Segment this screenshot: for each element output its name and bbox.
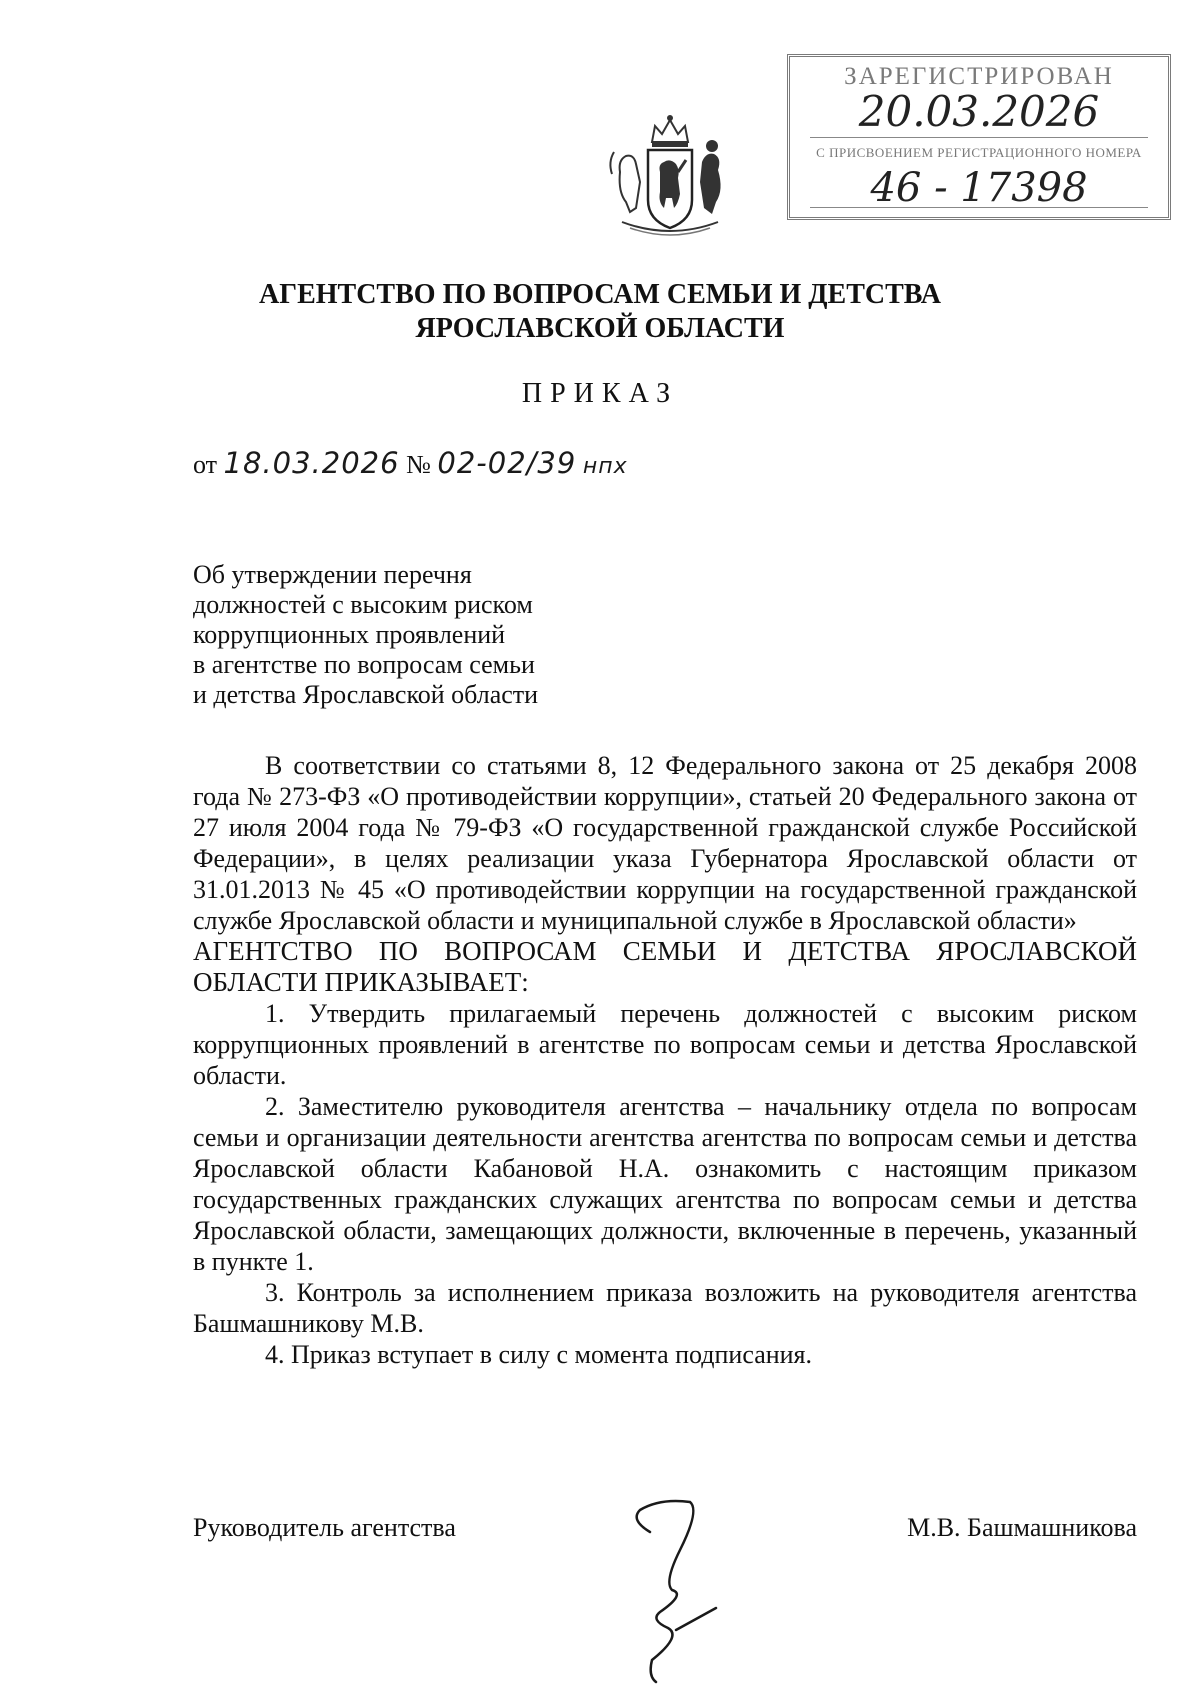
- agency-name-line2: ЯРОСЛАВСКОЙ ОБЛАСТИ: [415, 313, 785, 344]
- order-body: [193, 750, 1137, 1370]
- preamble-paragraph: В соответствии со статьями 8, 12 Федерального закона от 25 декабря 2008 года № 273-ФЗ «О противодействии коррупции», статьей 20 Федерального закона от 27 июля 2004 года № 79-ФЗ «О государственной гражданской службе Российской Федерации», в целях реализации указа Губернатора Ярославской области от 31.01.2013 № 45 «О противодействии коррупции на государственной гражданской службе Ярославской области и муниципальной службе в Ярославской области»: [193, 751, 1137, 935]
- order-item: 2. Заместителю руководителя агентства – начальнику отдела по вопросам семьи и организации деятельности агентства агентства по вопросам семьи и детства Ярославской области Кабановой Н.А. ознакомить с настоящим приказом государственных гражданских служащих агентства по вопросам семьи и детства Ярославской области, замещающих должности, включенные в перечень, указанный в пункте 1.: [193, 1092, 1137, 1276]
- signer-position: Руководитель агентства: [193, 1513, 456, 1542]
- stamp-divider: [810, 207, 1148, 208]
- agency-name-line1: АГЕНТСТВО ПО ВОПРОСАМ СЕМЬИ И ДЕТСТВА: [259, 279, 941, 310]
- subject-line: и детства Ярославской области: [193, 680, 539, 709]
- order-number-suffix: нпх: [582, 454, 628, 479]
- order-date: 18.03.2026: [223, 446, 400, 480]
- decree-paragraph: АГЕНТСТВО ПО ВОПРОСАМ СЕМЬИ И ДЕТСТВА ЯРОСЛАВСКОЙ ОБЛАСТИ ПРИКАЗЫВАЕТ:: [193, 936, 1137, 997]
- agency-header: [0, 278, 1200, 346]
- stamp-title: ЗАРЕГИСТРИРОВАН: [844, 63, 1114, 90]
- order-date-prefix: от: [193, 450, 218, 479]
- order-subject: [193, 560, 538, 710]
- stamp-subtitle: С ПРИСВОЕНИЕМ РЕГИСТРАЦИОННОГО НОМЕРА: [816, 145, 1142, 160]
- subject-line: в агентстве по вопросам семьи: [193, 650, 535, 679]
- subject-line: коррупционных проявлений: [193, 620, 506, 649]
- stamp-divider: [810, 137, 1148, 138]
- handwritten-signature: [620, 1490, 740, 1690]
- order-item: 1. Утвердить прилагаемый перечень должностей с высоким риском коррупционных проявлений в агентстве по вопросам семьи и детства Ярославской области.: [193, 999, 1137, 1090]
- order-item: 3. Контроль за исполнением приказа возложить на руководителя агентства Башмашникову М.В.: [193, 1278, 1137, 1338]
- order-number: 02-02/39: [437, 446, 577, 480]
- registration-stamp: [787, 54, 1171, 220]
- order-title: ПРИКАЗ: [521, 378, 679, 409]
- yaroslavl-coat-of-arms-icon: [600, 112, 740, 242]
- order-item: 4. Приказ вступает в силу с момента подписания.: [265, 1340, 813, 1369]
- subject-line: Об утверждении перечня: [193, 560, 472, 589]
- stamp-date: 20.03.2026: [858, 87, 1100, 136]
- order-meta: [193, 446, 628, 480]
- stamp-reg-number: 46 - 17398: [870, 165, 1088, 211]
- order-number-prefix: №: [406, 450, 431, 479]
- subject-line: должностей с высоким риском: [193, 590, 533, 619]
- signer-name: М.В. Башмашникова: [907, 1513, 1137, 1542]
